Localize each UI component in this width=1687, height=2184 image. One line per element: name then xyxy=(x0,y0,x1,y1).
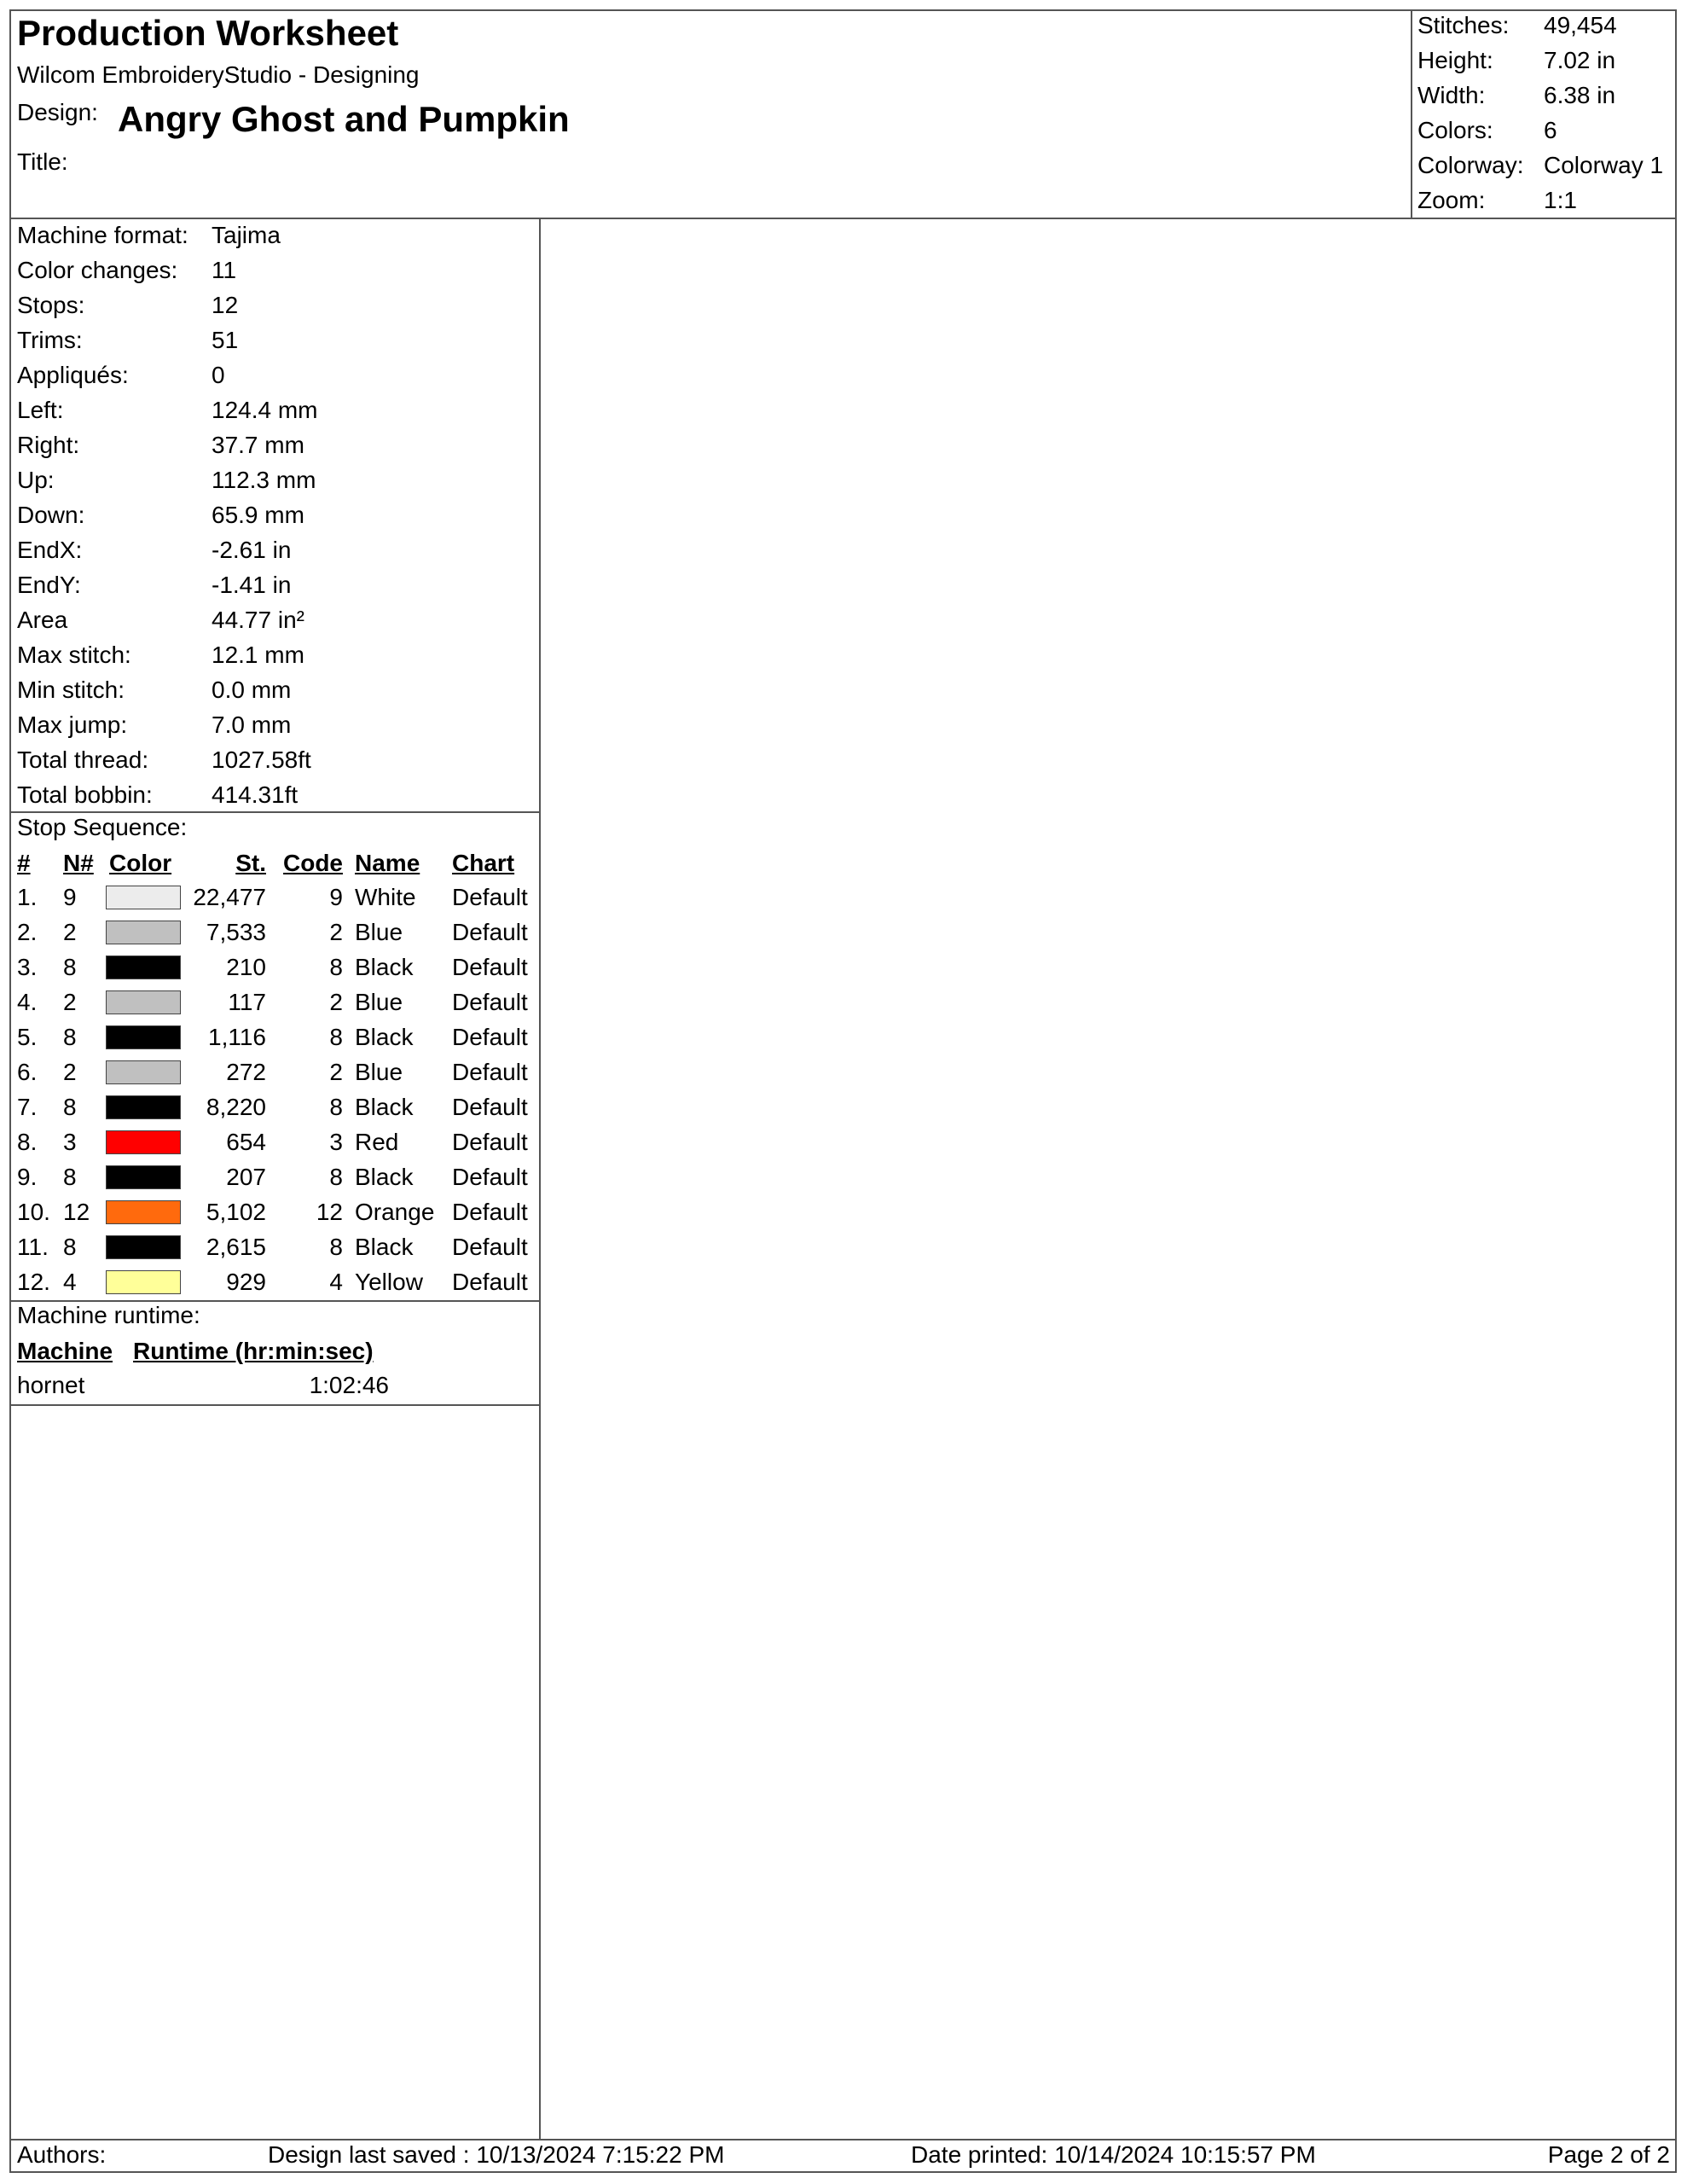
stop-sequence-title: Stop Sequence: xyxy=(17,814,188,840)
stop-row-needle: 2 xyxy=(63,1059,77,1085)
summary-label: Width: xyxy=(1417,82,1486,108)
stop-row-code: 2 xyxy=(329,989,343,1015)
stop-row-code: 12 xyxy=(316,1199,343,1225)
stop-row-stitches: 1,116 xyxy=(208,1024,266,1050)
stop-row-code: 8 xyxy=(329,954,343,980)
runtime-title: Machine runtime: xyxy=(17,1302,200,1328)
stop-row-code: 2 xyxy=(329,919,343,945)
color-swatch xyxy=(106,886,181,909)
machine-info-value: 51 xyxy=(212,327,239,353)
stop-row-code: 8 xyxy=(329,1094,343,1120)
machine-info-label: Left: xyxy=(17,397,64,423)
stop-row-needle: 8 xyxy=(63,1234,77,1260)
stop-row-chart: Default xyxy=(452,954,528,980)
stop-row-name: Black xyxy=(355,1094,414,1120)
stop-row-stitches: 210 xyxy=(226,954,266,980)
stop-row-stitches: 22,477 xyxy=(193,884,266,910)
stop-row-stitches: 5,102 xyxy=(206,1199,266,1225)
stop-row-name: Black xyxy=(355,1024,414,1050)
runtime-machine: hornet xyxy=(17,1372,85,1398)
machine-info-label: Up: xyxy=(17,467,55,493)
machine-info-label: Right: xyxy=(17,432,80,458)
stop-row-name: Blue xyxy=(355,989,403,1015)
machine-info-label: Machine format: xyxy=(17,222,188,248)
stop-row-num: 5. xyxy=(17,1024,38,1050)
stop-row-num: 1. xyxy=(17,884,38,910)
stop-row-chart: Default xyxy=(452,1199,528,1225)
footer-date-printed: Date printed: 10/14/2024 10:15:57 PM xyxy=(911,2141,1316,2168)
stop-row-chart: Default xyxy=(452,1094,528,1120)
stop-row-code: 8 xyxy=(329,1024,343,1050)
runtime-value: 1:02:46 xyxy=(309,1372,389,1398)
stop-row-stitches: 929 xyxy=(226,1269,266,1295)
col-header-needle: N# xyxy=(63,850,94,876)
machine-info-value: 44.77 in² xyxy=(212,607,304,633)
machine-info-label: Stops: xyxy=(17,292,85,318)
col-header-num: # xyxy=(17,850,31,876)
col-header-stitches: St. xyxy=(235,850,266,876)
stop-row-num: 11. xyxy=(17,1234,49,1260)
summary-label: Colorway: xyxy=(1417,152,1524,178)
stop-row-name: Black xyxy=(355,1234,414,1260)
stop-row-stitches: 207 xyxy=(226,1164,266,1190)
machine-info-value: 65.9 mm xyxy=(212,502,304,528)
stop-row-stitches: 272 xyxy=(226,1059,266,1085)
design-name: Angry Ghost and Pumpkin xyxy=(118,99,570,139)
stop-row-chart: Default xyxy=(452,1024,528,1050)
summary-label: Stitches: xyxy=(1417,12,1510,38)
stop-row-num: 4. xyxy=(17,989,38,1015)
stop-row-num: 9. xyxy=(17,1164,38,1190)
stop-row-needle: 2 xyxy=(63,919,77,945)
stop-row-chart: Default xyxy=(452,1059,528,1085)
machine-info-value: 0.0 mm xyxy=(212,677,292,703)
stop-row-stitches: 2,615 xyxy=(206,1234,266,1260)
software-name: Wilcom EmbroideryStudio - Designing xyxy=(17,61,420,88)
stop-row-num: 7. xyxy=(17,1094,38,1120)
stop-row-num: 10. xyxy=(17,1199,50,1225)
summary-value: 6 xyxy=(1544,117,1557,143)
stop-row-num: 2. xyxy=(17,919,38,945)
left-panel-divider xyxy=(539,218,541,2139)
footer-last-saved: Design last saved : 10/13/2024 7:15:22 PM xyxy=(268,2141,725,2168)
color-swatch xyxy=(106,921,181,944)
machine-info-value: 1027.58ft xyxy=(212,746,311,773)
machine-info-label: Down: xyxy=(17,502,85,528)
runtime-end-divider xyxy=(9,1404,540,1406)
stop-row-name: White xyxy=(355,884,416,910)
col-header-code: Code xyxy=(283,850,343,876)
footer-page-number: Page 2 of 2 xyxy=(1547,2141,1670,2168)
stop-row-num: 6. xyxy=(17,1059,38,1085)
footer-authors: Authors: xyxy=(17,2141,107,2168)
design-label: Design: xyxy=(17,99,98,125)
stop-row-needle: 3 xyxy=(63,1129,77,1155)
color-swatch xyxy=(106,1270,181,1294)
stop-row-chart: Default xyxy=(452,1164,528,1190)
machine-info-label: EndY: xyxy=(17,572,81,598)
stop-row-stitches: 654 xyxy=(226,1129,266,1155)
machine-info-value: 12.1 mm xyxy=(212,642,304,668)
machine-info-label: Total thread: xyxy=(17,746,149,773)
summary-label: Colors: xyxy=(1417,117,1493,143)
machine-info-label: Area xyxy=(17,607,68,633)
stop-row-needle: 8 xyxy=(63,1024,77,1050)
stop-row-code: 9 xyxy=(329,884,343,910)
machine-info-value: 11 xyxy=(212,257,237,283)
machine-info-label: Total bobbin: xyxy=(17,781,153,808)
stop-row-name: Blue xyxy=(355,919,403,945)
color-swatch xyxy=(106,1165,181,1189)
stop-row-needle: 8 xyxy=(63,954,77,980)
footer-divider xyxy=(9,2139,1677,2140)
summary-value: 49,454 xyxy=(1544,12,1617,38)
page-title: Production Worksheet xyxy=(17,13,399,53)
machine-info-value: 112.3 mm xyxy=(212,467,316,493)
summary-value: 1:1 xyxy=(1544,187,1577,213)
stop-row-name: Blue xyxy=(355,1059,403,1085)
stop-row-stitches: 7,533 xyxy=(206,919,266,945)
stop-row-chart: Default xyxy=(452,884,528,910)
runtime-header-runtime: Runtime (hr:min:sec) xyxy=(133,1338,374,1364)
col-header-chart: Chart xyxy=(452,850,515,876)
machine-info-value: -1.41 in xyxy=(212,572,292,598)
summary-divider xyxy=(1411,9,1412,218)
stop-row-stitches: 117 xyxy=(228,989,266,1015)
stop-row-num: 12. xyxy=(17,1269,50,1295)
color-swatch xyxy=(106,1095,181,1119)
machine-info-label: Trims: xyxy=(17,327,83,353)
color-swatch xyxy=(106,1235,181,1259)
stop-row-code: 8 xyxy=(329,1234,343,1260)
stop-row-name: Red xyxy=(355,1129,399,1155)
summary-value: 6.38 in xyxy=(1544,82,1616,108)
machine-info-label: Max stitch: xyxy=(17,642,131,668)
stop-row-code: 4 xyxy=(329,1269,343,1295)
color-swatch xyxy=(106,956,181,979)
summary-label: Height: xyxy=(1417,47,1493,73)
stop-row-needle: 2 xyxy=(63,989,77,1015)
machine-info-value: 414.31ft xyxy=(212,781,299,808)
summary-label: Zoom: xyxy=(1417,187,1486,213)
stop-row-needle: 8 xyxy=(63,1094,77,1120)
stop-row-name: Black xyxy=(355,1164,414,1190)
stop-row-stitches: 8,220 xyxy=(206,1094,266,1120)
machine-info-value: Tajima xyxy=(212,222,281,248)
stop-row-needle: 9 xyxy=(63,884,77,910)
stop-row-chart: Default xyxy=(452,1129,528,1155)
machine-info-value: 37.7 mm xyxy=(212,432,304,458)
stop-row-chart: Default xyxy=(452,989,528,1015)
stop-row-code: 8 xyxy=(329,1164,343,1190)
stop-row-code: 2 xyxy=(329,1059,343,1085)
color-swatch xyxy=(106,1025,181,1049)
machine-info-label: EndX: xyxy=(17,537,83,563)
stop-row-name: Yellow xyxy=(355,1269,423,1295)
title-label: Title: xyxy=(17,148,68,175)
stop-row-name: Black xyxy=(355,954,414,980)
color-swatch xyxy=(106,990,181,1014)
col-header-color: Color xyxy=(109,850,172,876)
stop-row-chart: Default xyxy=(452,1234,528,1260)
machine-info-value: -2.61 in xyxy=(212,537,292,563)
color-swatch xyxy=(106,1130,181,1154)
machine-info-value: 0 xyxy=(212,362,225,388)
stop-row-chart: Default xyxy=(452,1269,528,1295)
color-swatch xyxy=(106,1200,181,1224)
stop-row-needle: 8 xyxy=(63,1164,77,1190)
stop-row-needle: 4 xyxy=(63,1269,77,1295)
machine-info-label: Color changes: xyxy=(17,257,178,283)
stop-row-chart: Default xyxy=(452,919,528,945)
machine-info-label: Appliqués: xyxy=(17,362,129,388)
stop-row-needle: 12 xyxy=(63,1199,90,1225)
machine-info-value: 124.4 mm xyxy=(212,397,318,423)
summary-value: 7.02 in xyxy=(1544,47,1616,73)
machine-info-value: 12 xyxy=(212,292,239,318)
summary-value: Colorway 1 xyxy=(1544,152,1664,178)
machine-info-label: Min stitch: xyxy=(17,677,125,703)
stop-row-num: 3. xyxy=(17,954,38,980)
col-header-name: Name xyxy=(355,850,420,876)
stop-row-code: 3 xyxy=(329,1129,343,1155)
stop-row-num: 8. xyxy=(17,1129,38,1155)
machine-info-label: Max jump: xyxy=(17,712,128,738)
runtime-header-machine: Machine xyxy=(17,1338,113,1364)
color-swatch xyxy=(106,1060,181,1084)
stop-row-name: Orange xyxy=(355,1199,435,1225)
machine-info-value: 7.0 mm xyxy=(212,712,292,738)
